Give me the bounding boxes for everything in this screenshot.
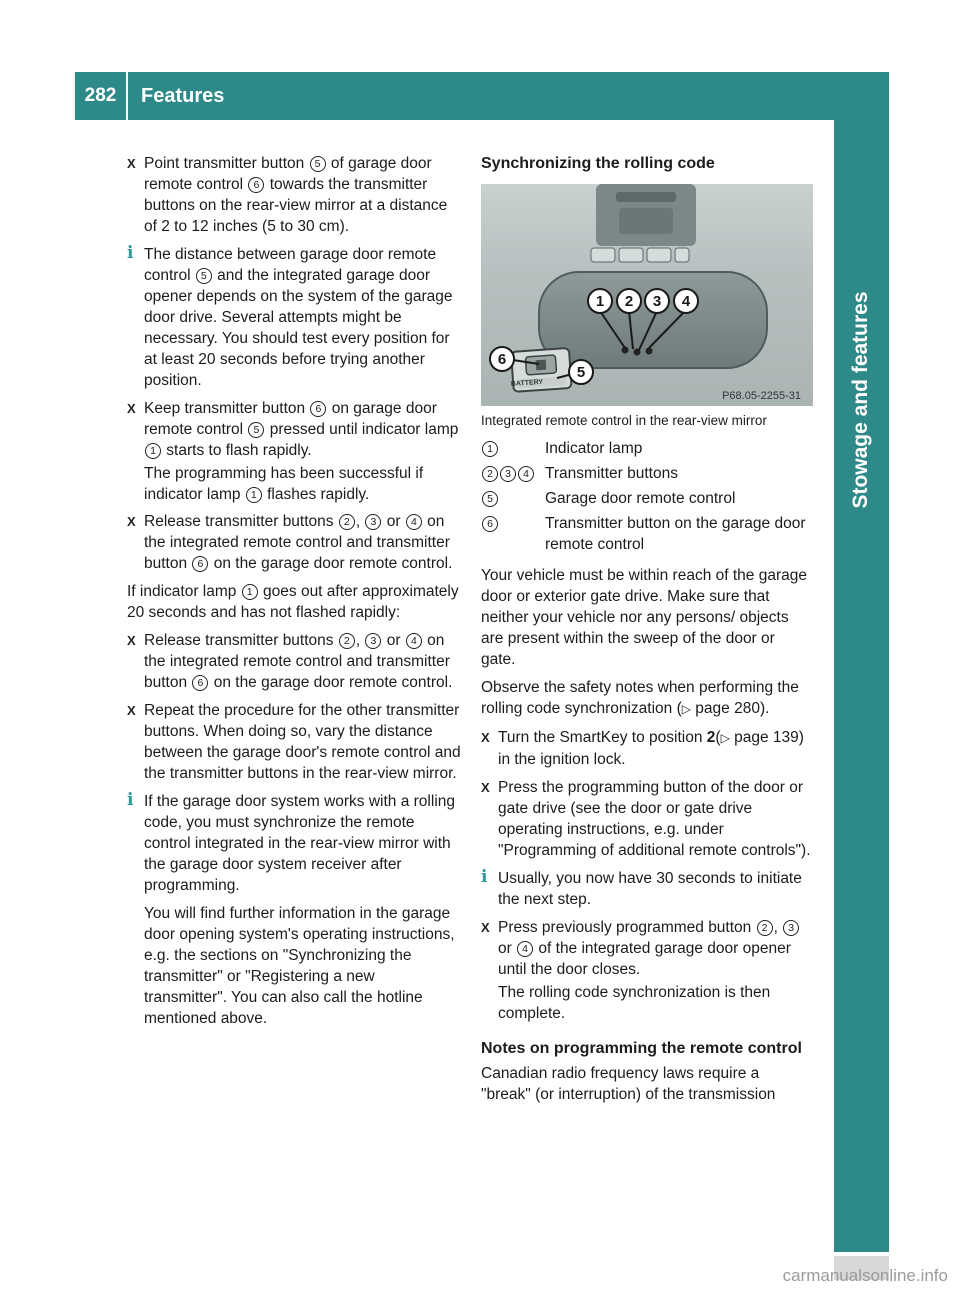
paragraph: If indicator lamp 1 goes out after approximately 20 seconds and has not flashed rapidly: (127, 583, 459, 621)
legend-row: 5 Garage door remote control (481, 488, 813, 509)
callout-ref: 4 (518, 466, 534, 482)
callout-ref: 4 (406, 633, 422, 649)
step-result: The rolling code synchronization is then complete. (498, 984, 771, 1022)
side-tab (834, 120, 889, 1252)
callout-ref: 1 (242, 584, 258, 600)
info-note: i If the garage door system works with a rolling code, you must synchronize the remote control integrated in the rear-view mirror with the garage door system receiver after programming. (127, 790, 455, 894)
figure-code: P68.05-2255-31 (722, 390, 801, 402)
figure-caption: Integrated remote control in the rear-view mirror (481, 413, 767, 428)
callout-ref: 2 (339, 633, 355, 649)
callout-ref: 3 (500, 466, 516, 482)
mirror-figure (481, 184, 813, 406)
step-arrow-icon: X (127, 703, 136, 718)
section-title: Features (141, 85, 225, 107)
step-arrow-icon: X (481, 920, 490, 935)
callout-ref: 6 (192, 675, 208, 691)
callout-label: 2 (624, 293, 634, 310)
info-note: i The distance between garage door remote control 5 and the integrated garage door opener depends on the system of the garage door drive. Several attempts might be necessary. You should test every position for at least 20 seconds before trying another position. (127, 243, 453, 389)
transmitter-button (646, 348, 653, 355)
instruction-step: X Release transmitter buttons 2 , 3 or 4 on the integrated remote control and transmitter button 6 on the garage door remote control. (127, 632, 453, 691)
info-icon: i (127, 243, 134, 263)
section-heading: Synchronizing the rolling code (481, 155, 715, 172)
callout-ref: 3 (365, 633, 381, 649)
callout-ref: 4 (406, 514, 422, 530)
step-arrow-icon: X (481, 780, 490, 795)
instruction-step: X Turn the SmartKey to position 2(▷ page 139) in the ignition lock. (481, 729, 804, 768)
instruction-step: X Repeat the procedure for the other transmitter buttons. When doing so, vary the distance between the garage door's remote control and the transmitter buttons in the rear-view mirror. (127, 702, 461, 782)
info-note: i Usually, you now have 30 seconds to initiate the next step. (481, 867, 802, 908)
callout-ref: 2 (757, 920, 773, 936)
step-arrow-icon: X (481, 730, 490, 745)
callout-ref: 5 (310, 156, 326, 172)
paragraph: Canadian radio frequency laws require a "break" (or interruption) of the transmission (481, 1065, 776, 1103)
step-arrow-icon: X (127, 633, 136, 648)
step-result: The programming has been successful if indicator lamp 1 flashes rapidly. (144, 465, 424, 503)
mirror-illustration (481, 184, 813, 406)
callout-ref: 6 (248, 177, 264, 193)
callout-label: 1 (595, 293, 605, 310)
legend-row: 2 3 4 Transmitter buttons (481, 463, 813, 484)
callout-ref: 1 (246, 487, 262, 503)
callout-ref: 3 (783, 920, 799, 936)
page-ref-arrow-icon: ▷ (681, 702, 691, 716)
callout-ref: 4 (517, 941, 533, 957)
legend-row: 6 Transmitter button on the garage door remote control (481, 513, 813, 555)
legend-row: 1 Indicator lamp (481, 438, 813, 459)
page-number: 282 (84, 85, 117, 106)
watermark: carmanualsonline.info (782, 1266, 948, 1285)
callout-label: 6 (497, 351, 507, 368)
callout-ref: 1 (145, 443, 161, 459)
paragraph: Observe the safety notes when performing the rolling code synchronization (▷ page 280). (481, 679, 799, 717)
subsection-heading: Notes on programming the remote control (481, 1040, 802, 1057)
instruction-step: X Keep transmitter button 6 on garage door remote control 5 pressed until indicator lamp 1 starts to flash rapidly. (127, 400, 459, 459)
callout-ref: 2 (339, 514, 355, 530)
callout-ref: 6 (482, 516, 498, 532)
instruction-step: X Point transmitter button 5 of garage door remote control 6 towards the transmitter buttons on the rear-view mirror at a distance of 2 to 12 inches (5 to 30 cm). (127, 155, 448, 235)
battery-label: BATTERY (510, 378, 544, 388)
callout-ref: 5 (196, 268, 212, 284)
instruction-step: X Release transmitter buttons 2 , 3 or 4 on the integrated remote control and transmitter button 6 on the garage door remote control. (127, 513, 453, 572)
callout-ref: 1 (482, 441, 498, 457)
callout-ref: 5 (482, 491, 498, 507)
step-arrow-icon: X (127, 514, 136, 529)
note-continuation: You will find further information in the garage door opening system's operating instructions, e.g. the sections on "Synchronizing the transmitter" or "Registering a new transmitter". You can also call the hotline mentioned above. (144, 905, 455, 1027)
right-column (481, 153, 813, 1112)
instruction-step: X Press previously programmed button 2 , 3 or 4 of the integrated garage door opener until the door closes. (481, 917, 813, 980)
callout-ref: 3 (365, 514, 381, 530)
callout-label: 3 (652, 293, 662, 310)
callout-ref: 6 (310, 401, 326, 417)
callout-label: 5 (576, 364, 586, 381)
info-icon: i (481, 867, 488, 887)
left-column (127, 153, 461, 1035)
callout-ref: 6 (192, 556, 208, 572)
info-icon: i (127, 790, 134, 810)
callout-ref: 5 (248, 422, 264, 438)
step-arrow-icon: X (127, 156, 136, 171)
instruction-step: X Press the programming button of the door or gate drive (see the door or gate drive operating instructions, e.g. under "Programming of additional remote controls"). (481, 779, 811, 859)
callout-label: 4 (681, 293, 691, 310)
side-tab-label: Stowage and features (849, 291, 872, 509)
header-divider (126, 72, 128, 120)
callout-ref: 2 (482, 466, 498, 482)
page-ref-arrow-icon: ▷ (720, 731, 730, 745)
step-arrow-icon: X (127, 401, 136, 416)
paragraph: Your vehicle must be within reach of the garage door or exterior gate drive. Make sure that neither your vehicle nor any persons/ objects are present within the sweep of the door or gate. (481, 567, 807, 668)
